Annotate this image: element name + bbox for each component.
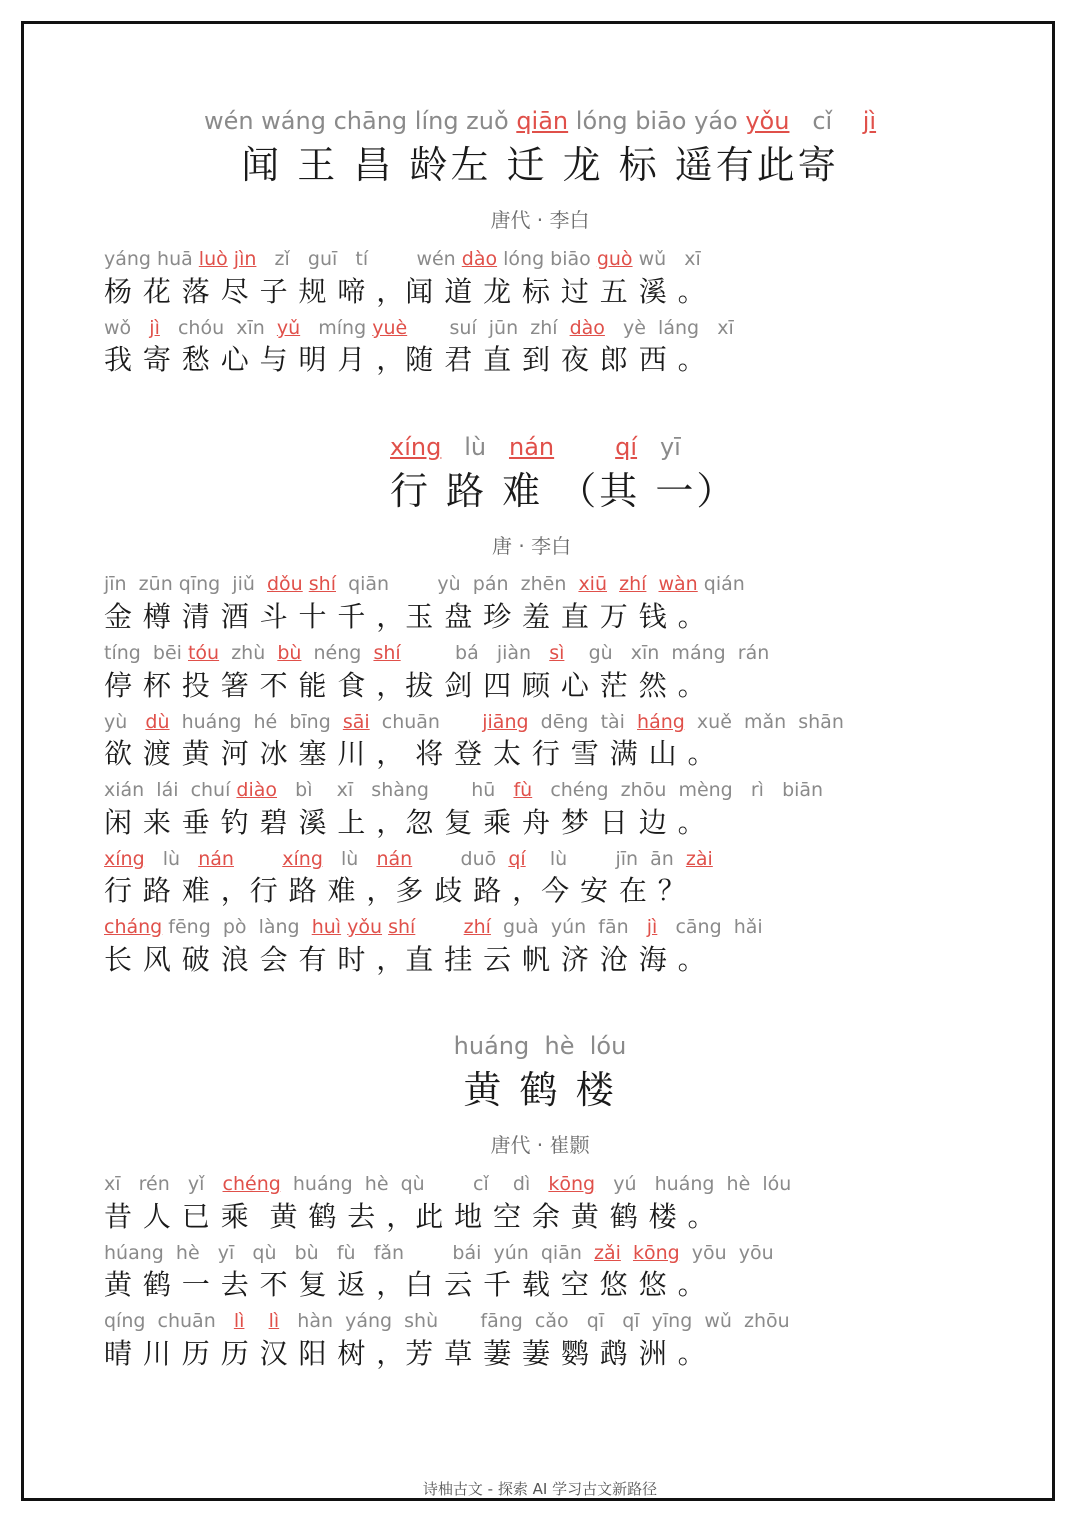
poem2-line1-pinyin bbox=[104, 572, 745, 596]
pinyin-text: xuě mǎn shān bbox=[684, 711, 844, 733]
poem2-author: 唐 · 李白 bbox=[492, 534, 572, 558]
poem2-title-pinyin bbox=[390, 432, 681, 462]
pinyin-highlight: huì bbox=[311, 916, 342, 938]
pinyin-highlight: yǒu bbox=[347, 916, 383, 938]
pinyin-highlight: qí bbox=[615, 433, 638, 461]
pinyin-text: lù jīn ān bbox=[525, 848, 686, 870]
pinyin-text: huáng hé bīng bbox=[169, 711, 343, 733]
pinyin-text bbox=[607, 573, 619, 595]
pinyin-text: zǐ guī tí wén bbox=[256, 248, 462, 270]
pinyin-text: zhù bbox=[219, 642, 278, 664]
pinyin-highlight: zhí bbox=[619, 573, 647, 595]
pinyin-text: guà yún fān bbox=[490, 916, 647, 938]
pinyin-highlight: zǎi bbox=[593, 1242, 621, 1264]
pinyin-text bbox=[234, 848, 282, 870]
pinyin-highlight: qí bbox=[508, 848, 526, 870]
pinyin-text: míng bbox=[300, 317, 373, 339]
pinyin-highlight: kōng bbox=[632, 1242, 680, 1264]
poem2-line6: 长 风 破 浪 会 有 时 ，直 挂 云 帆 济 沧 海 。 bbox=[104, 943, 707, 976]
poem2-title: 行 路 难 （其 一） bbox=[390, 469, 738, 513]
pinyin-highlight: nán bbox=[198, 848, 234, 870]
pinyin-highlight: yǒu bbox=[745, 107, 790, 135]
pinyin-text: lù bbox=[322, 848, 377, 870]
pinyin-highlight: jì bbox=[149, 317, 160, 339]
pinyin-text: yī bbox=[637, 433, 681, 461]
poem1-line1: 杨 花 落 尽 子 规 啼 ，闻 道 龙 标 过 五 溪 。 bbox=[104, 275, 707, 308]
pinyin-highlight: chéng bbox=[222, 1173, 281, 1195]
pinyin-highlight: nán bbox=[376, 848, 413, 870]
pinyin-highlight: zhí bbox=[463, 916, 491, 938]
poem3-line3: 晴 川 历 历 汉 阳 树 ，芳 草 萋 萋 鹦 鹉 洲 。 bbox=[104, 1337, 707, 1370]
pinyin-text: húang hè yī qù bù fù fǎn bái yún qiān bbox=[104, 1242, 594, 1264]
poem1-line2: 我 寄 愁 心 与 明 月 ，随 君 直 到 夜 郎 西 。 bbox=[104, 343, 707, 376]
pinyin-text: cǐ bbox=[789, 107, 863, 135]
pinyin-highlight: bù bbox=[277, 642, 302, 664]
pinyin-highlight: xíng bbox=[104, 848, 145, 870]
poem1-title: 闻 王 昌 龄左 迁 龙 标 遥有此寄 bbox=[241, 143, 839, 187]
pinyin-text: bá jiàn bbox=[400, 642, 550, 664]
pinyin-text: hàn yáng shù fāng cǎo qī qī yīng wǔ zhōu bbox=[279, 1310, 790, 1332]
pinyin-text: huáng hè qù cǐ dì bbox=[280, 1173, 549, 1195]
pinyin-text: yú huáng hè lóu bbox=[595, 1173, 792, 1195]
pinyin-highlight: luò bbox=[198, 248, 228, 270]
pinyin-text: lù bbox=[144, 848, 199, 870]
pinyin-text: fēng pò làng bbox=[162, 916, 312, 938]
pinyin-text: qián bbox=[697, 573, 745, 595]
pinyin-highlight: jìn bbox=[233, 248, 257, 270]
pinyin-text: wǒ bbox=[104, 317, 150, 339]
pinyin-highlight: yuè bbox=[372, 317, 408, 339]
pinyin-highlight: dǒu bbox=[266, 573, 303, 595]
poem3-author: 唐代 · 崔颢 bbox=[490, 1133, 590, 1157]
poem1-line1-pinyin bbox=[104, 247, 701, 271]
pinyin-highlight: wàn bbox=[658, 573, 698, 595]
pinyin-text: wén wáng chāng líng zuǒ bbox=[203, 107, 517, 135]
poem2-line2-pinyin bbox=[104, 641, 769, 665]
pinyin-text: néng bbox=[301, 642, 374, 664]
pinyin-highlight: dào bbox=[569, 317, 605, 339]
pinyin-text: gù xīn máng rán bbox=[564, 642, 770, 664]
pinyin-text: duō bbox=[412, 848, 509, 870]
pinyin-highlight: zài bbox=[685, 848, 713, 870]
pinyin-highlight: dù bbox=[145, 711, 170, 733]
poem3-line3-pinyin bbox=[104, 1309, 790, 1333]
pinyin-highlight: xiū bbox=[578, 573, 608, 595]
poem2-line4-pinyin bbox=[104, 778, 823, 802]
pinyin-text: yōu yōu bbox=[679, 1242, 774, 1264]
pinyin-text: chóu xīn bbox=[159, 317, 277, 339]
pinyin-highlight: yǔ bbox=[276, 317, 301, 339]
poem2-line2: 停 杯 投 箸 不 能 食 ，拔 剑 四 顾 心 茫 然 。 bbox=[104, 669, 707, 702]
poem2-line1: 金 樽 清 酒 斗 十 千 ，玉 盘 珍 羞 直 万 钱 。 bbox=[104, 600, 707, 633]
poem2-line3: 欲 渡 黄 河 冰 塞 川 ， 将 登 太 行 雪 满 山 。 bbox=[104, 737, 717, 770]
pinyin-text: xián lái chuí bbox=[104, 779, 237, 801]
pinyin-highlight: jì bbox=[646, 916, 658, 938]
poem2-line3-pinyin bbox=[104, 710, 844, 734]
poem3-line1: 昔 人 已 乘 黄 鹤 去 ，此 地 空 余 黄 鹤 楼 。 bbox=[104, 1200, 717, 1233]
pinyin-highlight: sì bbox=[549, 642, 565, 664]
footer-text: 诗柚古文 - 探索 AI 学习古文新路径 bbox=[422, 1480, 658, 1498]
pinyin-highlight: xíng bbox=[390, 433, 442, 461]
pinyin-text: huáng hè lóu bbox=[453, 1032, 627, 1060]
pinyin-highlight: lì bbox=[233, 1310, 245, 1332]
poem2-line5: 行 路 难 ，行 路 难 ，多 歧 路 ，今 安 在 ？ bbox=[104, 874, 687, 907]
pinyin-highlight: shí bbox=[373, 642, 401, 664]
pinyin-highlight: sāi bbox=[342, 711, 370, 733]
poem3-title-pinyin bbox=[0, 1031, 1080, 1061]
pinyin-highlight: diào bbox=[236, 779, 278, 801]
pinyin-highlight: jiāng bbox=[482, 711, 529, 733]
poem3-line1-pinyin bbox=[104, 1172, 791, 1196]
pinyin-highlight: dào bbox=[461, 248, 498, 270]
pinyin-highlight: kōng bbox=[548, 1173, 596, 1195]
poem2-line4: 闲 来 垂 钓 碧 溪 上 ，忽 复 乘 舟 梦 日 边 。 bbox=[104, 806, 707, 839]
pinyin-text bbox=[646, 573, 658, 595]
pinyin-text: chuān bbox=[369, 711, 483, 733]
poem1-line2-pinyin bbox=[104, 316, 734, 340]
pinyin-highlight: cháng bbox=[104, 916, 163, 938]
pinyin-text: yáng huā bbox=[104, 248, 199, 270]
poem1-author: 唐代 · 李白 bbox=[490, 208, 590, 232]
pinyin-text: qíng chuān bbox=[104, 1310, 234, 1332]
pinyin-text: tíng bēi bbox=[104, 642, 188, 664]
pinyin-highlight: xíng bbox=[282, 848, 323, 870]
pinyin-highlight: lì bbox=[268, 1310, 280, 1332]
pinyin-text: yè láng xī bbox=[604, 317, 734, 339]
pinyin-text: qiān yù pán zhēn bbox=[336, 573, 579, 595]
pinyin-highlight: jì bbox=[862, 107, 877, 135]
poem3-line2: 黄 鹤 一 去 不 复 返 ，白 云 千 载 空 悠 悠 。 bbox=[104, 1268, 707, 1301]
poem3-title: 黄 鹤 楼 bbox=[463, 1068, 617, 1112]
pinyin-highlight: háng bbox=[637, 711, 685, 733]
pinyin-text bbox=[244, 1310, 268, 1332]
pinyin-highlight: tóu bbox=[187, 642, 220, 664]
pinyin-text: cāng hǎi bbox=[657, 916, 763, 938]
poem1-title-pinyin bbox=[0, 106, 1080, 136]
pinyin-text bbox=[621, 1242, 633, 1264]
pinyin-text: bì xī shàng hū bbox=[277, 779, 514, 801]
pinyin-text: dēng tài bbox=[528, 711, 638, 733]
pinyin-text: lóng biāo bbox=[497, 248, 597, 270]
pinyin-text: lù bbox=[441, 433, 509, 461]
pinyin-highlight: fù bbox=[513, 779, 533, 801]
pinyin-text: xī rén yǐ bbox=[104, 1173, 223, 1195]
pinyin-text: lóng biāo yáo bbox=[568, 107, 746, 135]
pinyin-text bbox=[415, 916, 463, 938]
pinyin-text: chéng zhōu mèng rì biān bbox=[532, 779, 824, 801]
pinyin-highlight: guò bbox=[596, 248, 633, 270]
pinyin-text: suí jūn zhí bbox=[407, 317, 570, 339]
pinyin-highlight: qiān bbox=[516, 107, 569, 135]
pinyin-text: jīn zūn qīng jiǔ bbox=[104, 573, 267, 595]
poem2-line6-pinyin bbox=[104, 915, 763, 939]
pinyin-text bbox=[554, 433, 615, 461]
poem3-line2-pinyin bbox=[104, 1241, 774, 1265]
pinyin-highlight: nán bbox=[508, 433, 555, 461]
pinyin-text: wǔ xī bbox=[632, 248, 701, 270]
pinyin-text: yù bbox=[104, 711, 146, 733]
pinyin-highlight: shí bbox=[388, 916, 416, 938]
pinyin-highlight: shí bbox=[308, 573, 336, 595]
poem2-line5-pinyin bbox=[104, 847, 713, 871]
